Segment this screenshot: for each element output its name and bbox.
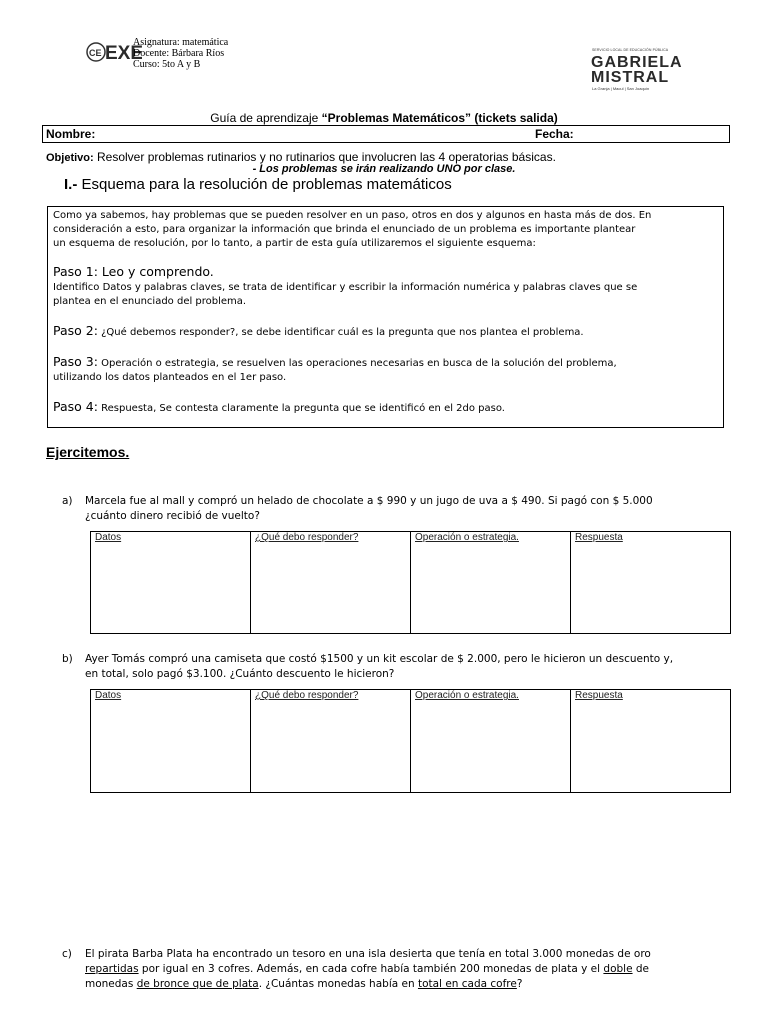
answer-table-b [90,689,731,793]
step-1-line: Identifico Datos y palabras claves, se trata de identificar y escribir la información numérica y palabras claves que se [53,282,638,293]
guide-title [0,111,768,125]
date-label: Fecha: [535,127,574,141]
problem-letter: c) [62,948,72,960]
problem-c-line3: monedas de bronce que de plata. ¿Cuántas monedas había en total en cada cofre? [85,978,523,990]
note: - Los problemas se irán realizando UNO por clase. [252,163,516,175]
problem-b [62,652,722,684]
cell-operacion[interactable]: Operación o estrategia. [411,690,571,793]
problem-b-line1: Ayer Tomás compró una camiseta que costó $1500 y un kit escolar de $ 2.000, pero le hicieron un descuento y, [85,653,674,665]
step-2 [53,324,584,340]
cell-respuesta[interactable]: Respuesta [571,690,731,793]
name-date-row[interactable] [42,125,730,143]
exercises-title: Ejercitemos. [46,444,130,460]
step-1-line: plantea en el enunciado del problema. [53,296,247,307]
step-1-label: Paso 1: Leo y comprendo. [53,264,214,279]
scheme-intro-line: Como ya sabemos, hay problemas que se pueden resolver en un paso, otros en dos y algunos en hasta más de dos. En [53,210,652,221]
problem-c-line1: El pirata Barba Plata ha encontrado un tesoro en una isla desierta que tenía en total 3.000 monedas de oro [85,948,651,960]
cell-datos[interactable]: Datos [91,532,251,634]
guide-title-bold: “Problemas Matemáticos” (tickets salida) [321,111,558,125]
cell-datos[interactable]: Datos [91,690,251,793]
logo-bottom-text: La Granja | Macul | San Joaquín [592,86,650,91]
problem-c [62,947,730,993]
step-4-label: Paso 4: [53,399,98,414]
step-3-line: utilizando los datos planteados en el 1er paso. [53,372,287,383]
name-label: Nombre: [46,127,96,141]
section-title [64,176,452,193]
step-2-label: Paso 2: [53,323,98,338]
problem-a [62,494,722,526]
guide-prefix: Guía de aprendizaje [210,111,322,125]
step-4 [53,400,505,416]
cell-que-responder[interactable]: ¿Qué debo responder? [251,532,411,634]
objective-label: Objetivo: [46,152,94,164]
problem-letter: a) [62,495,73,507]
cell-operacion[interactable]: Operación o estrategia. [411,532,571,634]
cell-respuesta[interactable]: Respuesta [571,532,731,634]
subject-line: Asignatura: matemática [133,37,229,48]
cell-que-responder[interactable]: ¿Qué debo responder? [251,690,411,793]
scheme-box [47,206,724,428]
objective-text: Resolver problemas rutinarios y no rutinarios que involucren las 4 operatorias básicas. [93,150,556,164]
logo-line2: MISTRAL [591,69,670,86]
step-3-label: Paso 3: [53,354,98,369]
step-4-line: Respuesta, Se contesta claramente la pregunta que se identificó en el 2do paso. [97,403,505,414]
scheme-intro-line: consideración a esto, para organizar la información que brinda el enunciado de un problema es importante plantear [53,224,636,235]
problem-c-line2: repartidas por igual en 3 cofres. Además, en cada cofre había también 200 monedas de plata y el doble de [85,963,650,975]
objective [46,150,556,164]
problem-b-line2: en total, solo pagó $3.100. ¿Cuánto descuento le hicieron? [85,668,395,680]
step-3 [53,355,617,371]
teacher-line: Docente: Bárbara Ríos [133,48,225,59]
step-3-line: Operación o estrategia, se resuelven las operaciones necesarias en busca de la solución del problema, [97,358,617,369]
problem-letter: b) [62,653,73,665]
answer-table-a [90,531,731,634]
course-line: Curso: 5to A y B [133,59,201,70]
logo-top-text: SERVICIO LOCAL DE EDUCACIÓN PÚBLICA [592,48,669,52]
scheme-intro-line: un esquema de resolución, por lo tanto, a partir de esta guía utilizaremos el siguiente esquema: [53,238,536,249]
logo-lettering: EXE [105,43,142,64]
problem-a-line2: ¿cuánto dinero recibió de vuelto? [85,510,260,522]
section-number: I.- [64,176,78,193]
logo-line1: GABRIELA [591,54,683,71]
step-2-line: ¿Qué debemos responder?, se debe identificar cuál es la pregunta que nos plantea el problema. [97,327,584,338]
problem-a-line1: Marcela fue al mall y compró un helado de chocolate a $ 990 y un jugo de uva a $ 490. Si pagó con $ 5.000 [85,495,653,507]
header-info [133,37,228,70]
gabriela-mistral-logo [590,48,710,94]
svg-text:CE: CE [89,48,102,58]
section-title-text: Esquema para la resolución de problemas matemáticos [77,176,452,193]
